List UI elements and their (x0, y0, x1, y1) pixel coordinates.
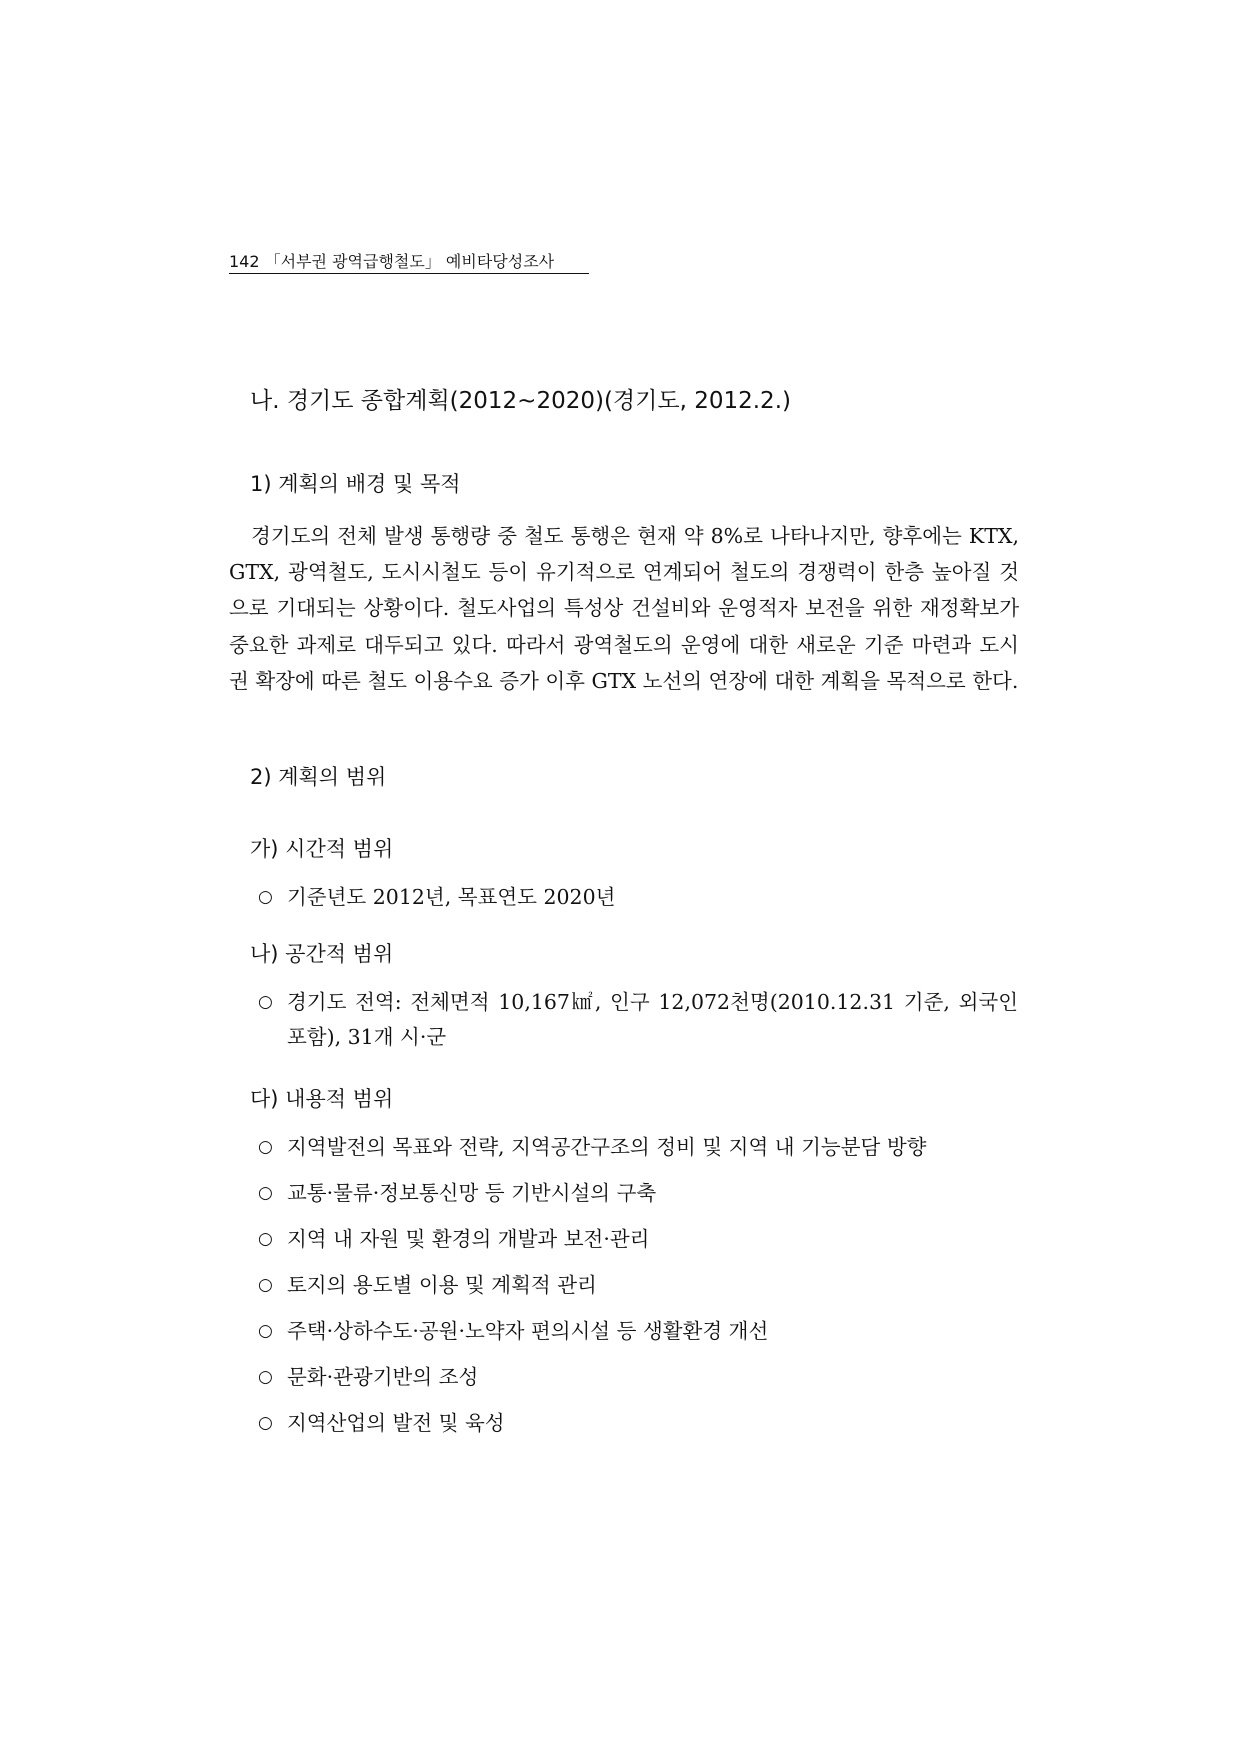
list-item (258, 880, 1018, 915)
list-item (258, 1406, 1018, 1441)
list-item-text: 경기도 전역: 전체면적 10,167㎢, 인구 12,072천명(2010.12.31 기준, 외국인 포함), 31개 시·군 (287, 990, 1018, 1049)
bullet-marker: ○ (258, 1229, 273, 1249)
subsection-heading-scope: 2) 계획의 범위 (250, 765, 387, 789)
list-item (258, 1314, 1018, 1349)
subsection-heading-background: 1) 계획의 배경 및 목적 (250, 472, 461, 496)
list-item (258, 1176, 1018, 1211)
bullet-marker: ○ (258, 1367, 273, 1387)
bullet-marker: ○ (258, 1137, 273, 1157)
bullet-marker: ○ (258, 1413, 273, 1433)
list-item (258, 1130, 1018, 1165)
background-paragraph: 경기도의 전체 발생 통행량 중 철도 통행은 현재 약 8%로 나타나지만, 향후에는 KTX, GTX, 광역철도, 도시시철도 등이 유기적으로 연계되어 철도의 경쟁력이 한층 높아질 것으로 기대되는 상황이다. 철도사업의 특성상 건설비와 운영적자 보전을 위한 재정확보가 중요한 과제로 대두되고 있다. 따라서 광역철도의 운영에 대한 새로운 기준 마련과 도시권 확장에 따른 철도 이용수요 증가 이후 GTX 노선의 연장에 대한 계획을 목적으로 한다. (229, 524, 1019, 693)
list-item-text: 지역산업의 발전 및 육성 (287, 1411, 505, 1435)
list-item (258, 1222, 1018, 1257)
list-item (258, 1268, 1018, 1303)
scope-space-heading: 나) 공간적 범위 (250, 942, 394, 966)
list-item-text: 문화·관광기반의 조성 (287, 1365, 479, 1389)
page-header (229, 252, 589, 274)
scope-content-heading: 다) 내용적 범위 (250, 1087, 394, 1111)
scope-time-heading: 가) 시간적 범위 (250, 837, 394, 861)
bullet-marker: ○ (258, 887, 273, 907)
section-title: 나. 경기도 종합계획(2012~2020)(경기도, 2012.2.) (250, 388, 791, 414)
list-item-text: 토지의 용도별 이용 및 계획적 관리 (287, 1273, 597, 1297)
list-item-text: 교통·물류·정보통신망 등 기반시설의 구축 (287, 1181, 657, 1205)
list-item-text: 지역발전의 목표와 전략, 지역공간구조의 정비 및 지역 내 기능분담 방향 (287, 1135, 927, 1159)
list-item-text: 지역 내 자원 및 환경의 개발과 보전·관리 (287, 1227, 650, 1251)
list-item (258, 1360, 1018, 1395)
list-item-text: 주택·상하수도·공원·노약자 편의시설 등 생활환경 개선 (287, 1319, 769, 1343)
bullet-marker: ○ (258, 992, 273, 1012)
bullet-marker: ○ (258, 1183, 273, 1203)
list-item (258, 985, 1018, 1055)
page-number: 142 (229, 252, 260, 271)
bullet-marker: ○ (258, 1275, 273, 1295)
bullet-marker: ○ (258, 1321, 273, 1341)
report-title: 「서부권 광역급행철도」 예비타당성조사 (264, 252, 555, 271)
list-item-text: 기준년도 2012년, 목표연도 2020년 (287, 885, 616, 909)
